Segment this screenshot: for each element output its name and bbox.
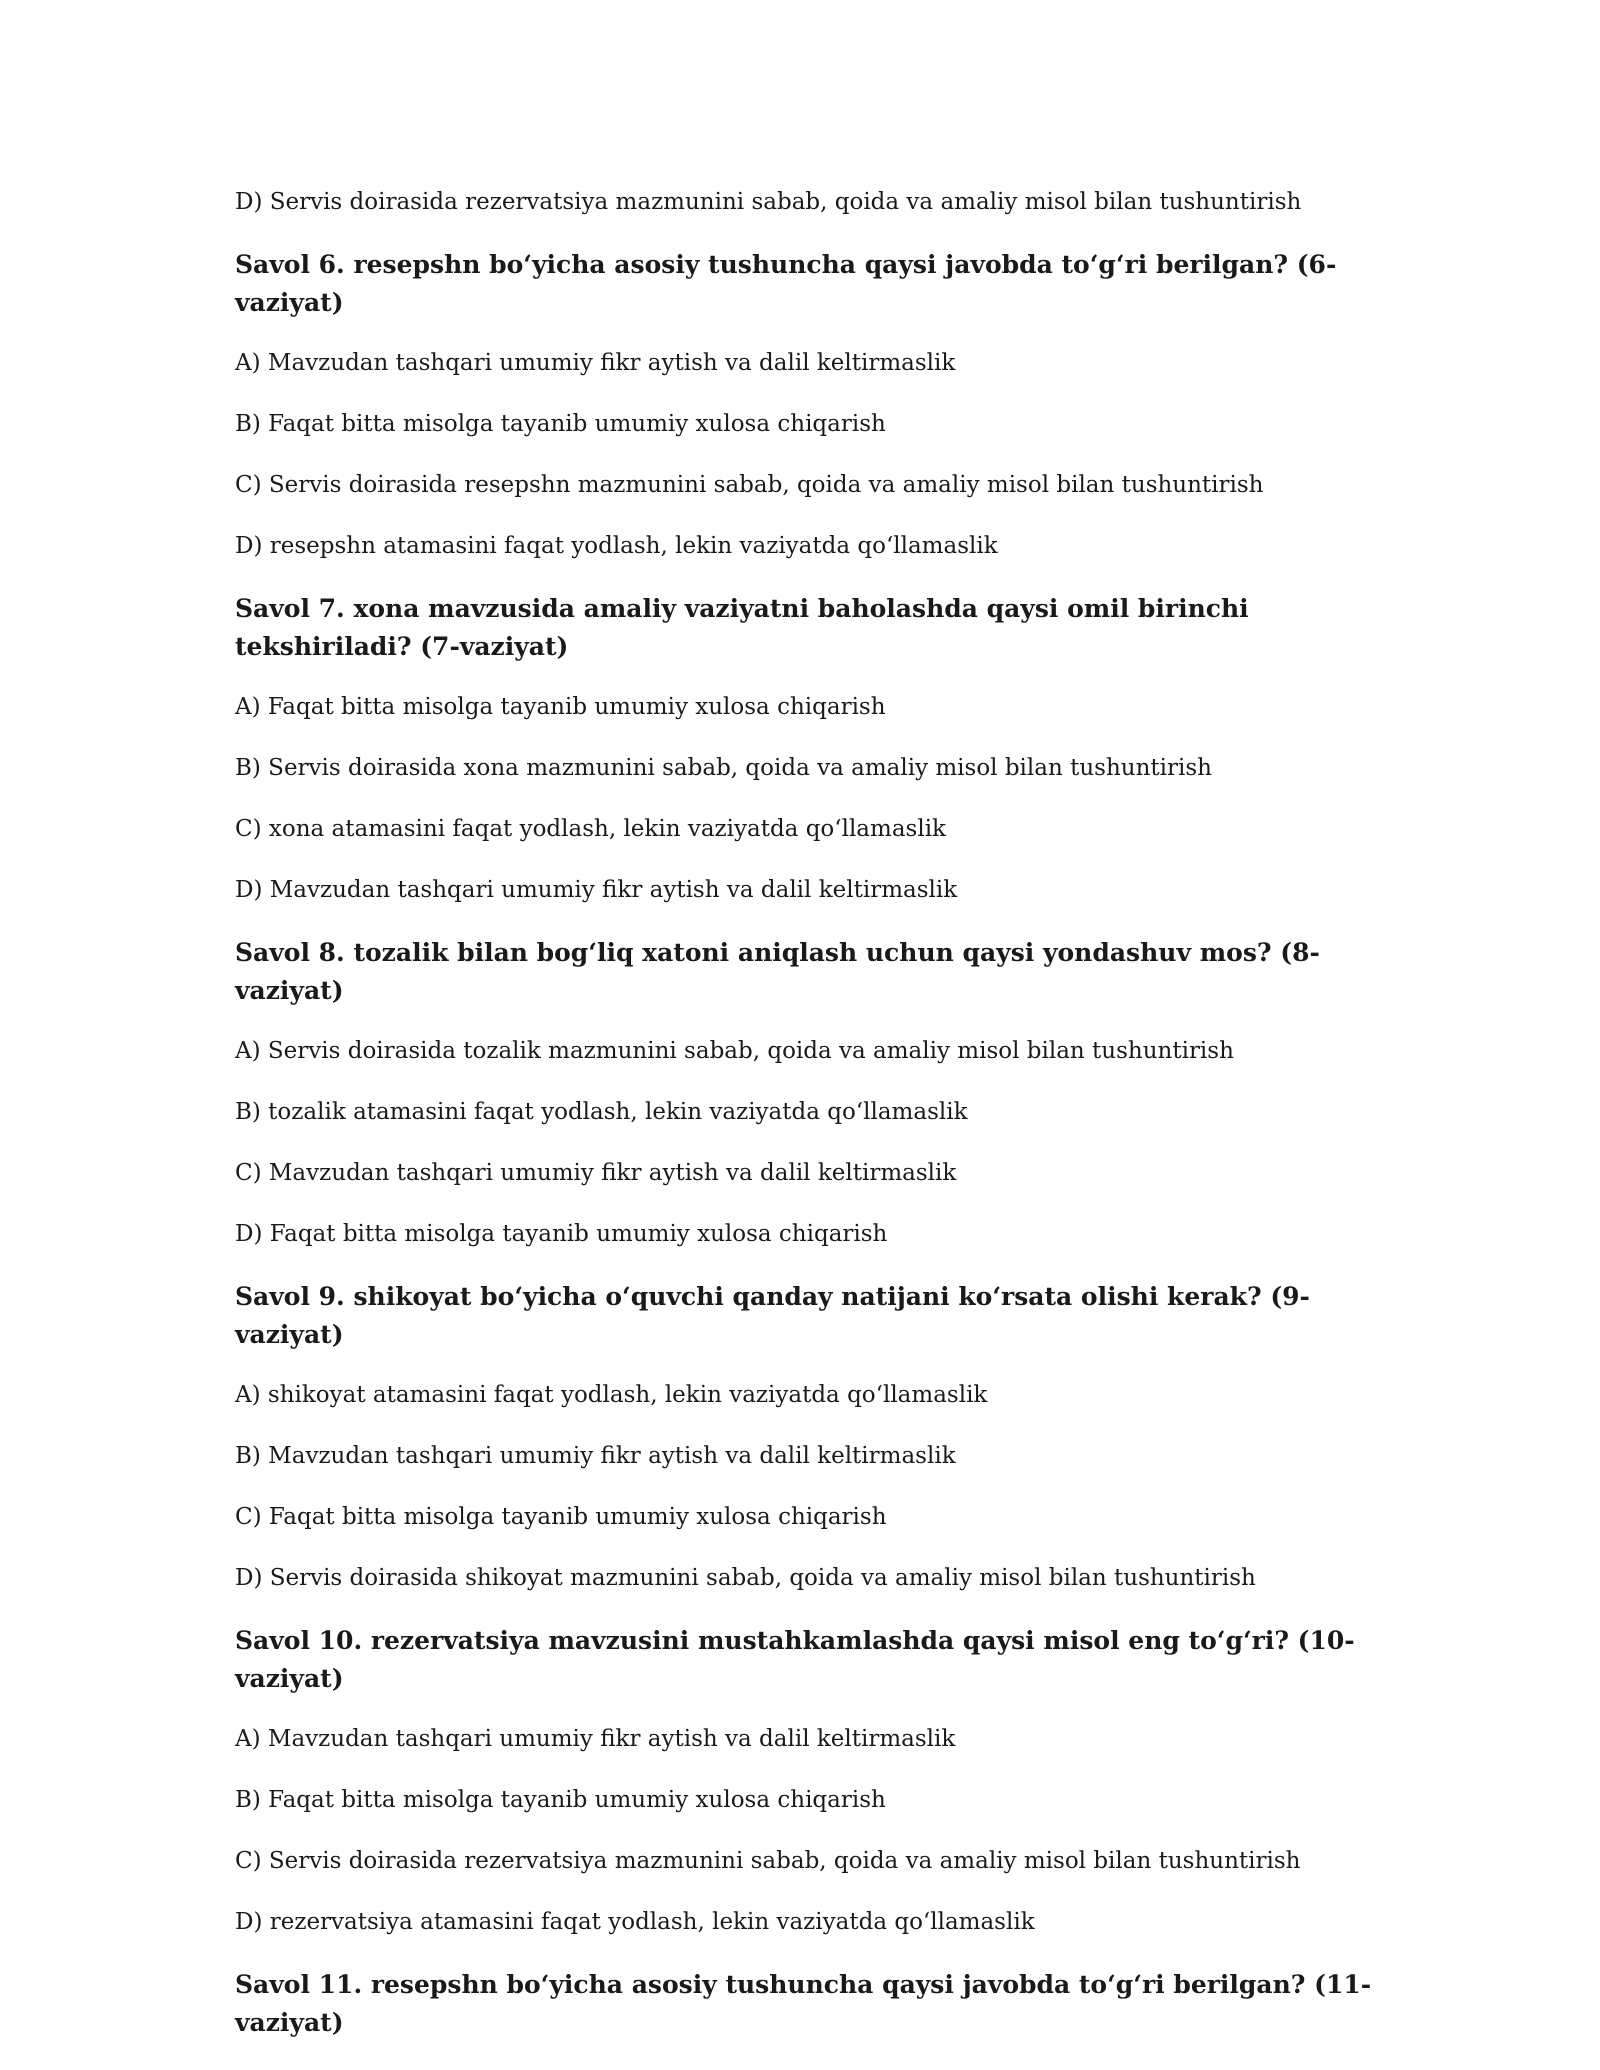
answer-option: B) Faqat bitta misolga tayanib umumiy xulosa chiqarish <box>235 1787 886 1813</box>
answer-option: A) Mavzudan tashqari umumiy fikr aytish va dalil keltirmaslik <box>235 350 956 376</box>
question-title: Savol 8. tozalik bilan bog‘liq xatoni aniqlash uchun qaysi yondashuv mos? (8-vaziyat) <box>235 938 1320 1005</box>
answer-option: C) xona atamasini faqat yodlash, lekin vaziyatda qo‘llamaslik <box>235 816 946 842</box>
question-title: Savol 9. shikoyat bo‘yicha o‘quvchi qanday natijani ko‘rsata olishi kerak? (9-vaziyat) <box>235 1282 1310 1349</box>
answer-option: D) Faqat bitta misolga tayanib umumiy xulosa chiqarish <box>235 1221 888 1247</box>
answer-option: B) Servis doirasida xona mazmunini sabab, qoida va amaliy misol bilan tushuntirish <box>235 755 1212 781</box>
answer-option: D) rezervatsiya atamasini faqat yodlash, lekin vaziyatda qo‘llamaslik <box>235 1909 1035 1935</box>
answer-option: B) Mavzudan tashqari umumiy fikr aytish va dalil keltirmaslik <box>235 1443 956 1469</box>
document-page <box>235 185 1395 2066</box>
question-title: Savol 7. xona mavzusida amaliy vaziyatni baholashda qaysi omil birinchi tekshiriladi? (7-vaziyat) <box>235 594 1249 661</box>
question-block <box>235 1622 1395 1939</box>
answer-option: D) Servis doirasida shikoyat mazmunini sabab, qoida va amaliy misol bilan tushuntirish <box>235 1565 1256 1591</box>
answer-option: D) Servis doirasida rezervatsiya mazmunini sabab, qoida va amaliy misol bilan tushuntirish <box>235 189 1302 215</box>
answer-option: A) shikoyat atamasini faqat yodlash, lekin vaziyatda qo‘llamaslik <box>235 1382 988 1408</box>
answer-option: B) Faqat bitta misolga tayanib umumiy xulosa chiqarish <box>235 411 886 437</box>
question-title: Savol 10. rezervatsiya mavzusini mustahkamlashda qaysi misol eng to‘g‘ri? (10-vaziyat) <box>235 1626 1355 1693</box>
answer-option: B) tozalik atamasini faqat yodlash, lekin vaziyatda qo‘llamaslik <box>235 1099 968 1125</box>
answer-option: A) Faqat bitta misolga tayanib umumiy xulosa chiqarish <box>235 694 886 720</box>
answer-option: C) Servis doirasida rezervatsiya mazmunini sabab, qoida va amaliy misol bilan tushuntirish <box>235 1848 1301 1874</box>
question-block <box>235 1278 1395 1595</box>
answer-option: C) Faqat bitta misolga tayanib umumiy xulosa chiqarish <box>235 1504 887 1530</box>
question-title: Savol 11. resepshn bo‘yicha asosiy tushuncha qaysi javobda to‘g‘ri berilgan? (11-vaziyat) <box>235 1970 1372 2037</box>
answer-option: D) resepshn atamasini faqat yodlash, lekin vaziyatda qo‘llamaslik <box>235 533 998 559</box>
question-block <box>235 1966 1395 2042</box>
question-title: Savol 6. resepshn bo‘yicha asosiy tushuncha qaysi javobda to‘g‘ri berilgan? (6-vaziyat) <box>235 250 1337 317</box>
answer-option: C) Mavzudan tashqari umumiy fikr aytish va dalil keltirmaslik <box>235 1160 957 1186</box>
answer-option: A) Servis doirasida tozalik mazmunini sabab, qoida va amaliy misol bilan tushuntirish <box>235 1038 1234 1064</box>
answer-option: D) Mavzudan tashqari umumiy fikr aytish va dalil keltirmaslik <box>235 877 958 903</box>
answer-option: A) Mavzudan tashqari umumiy fikr aytish va dalil keltirmaslik <box>235 1726 956 1752</box>
question-block <box>235 934 1395 1251</box>
question-block <box>235 246 1395 563</box>
answer-option: C) Servis doirasida resepshn mazmunini sabab, qoida va amaliy misol bilan tushuntirish <box>235 472 1264 498</box>
question-block <box>235 590 1395 907</box>
